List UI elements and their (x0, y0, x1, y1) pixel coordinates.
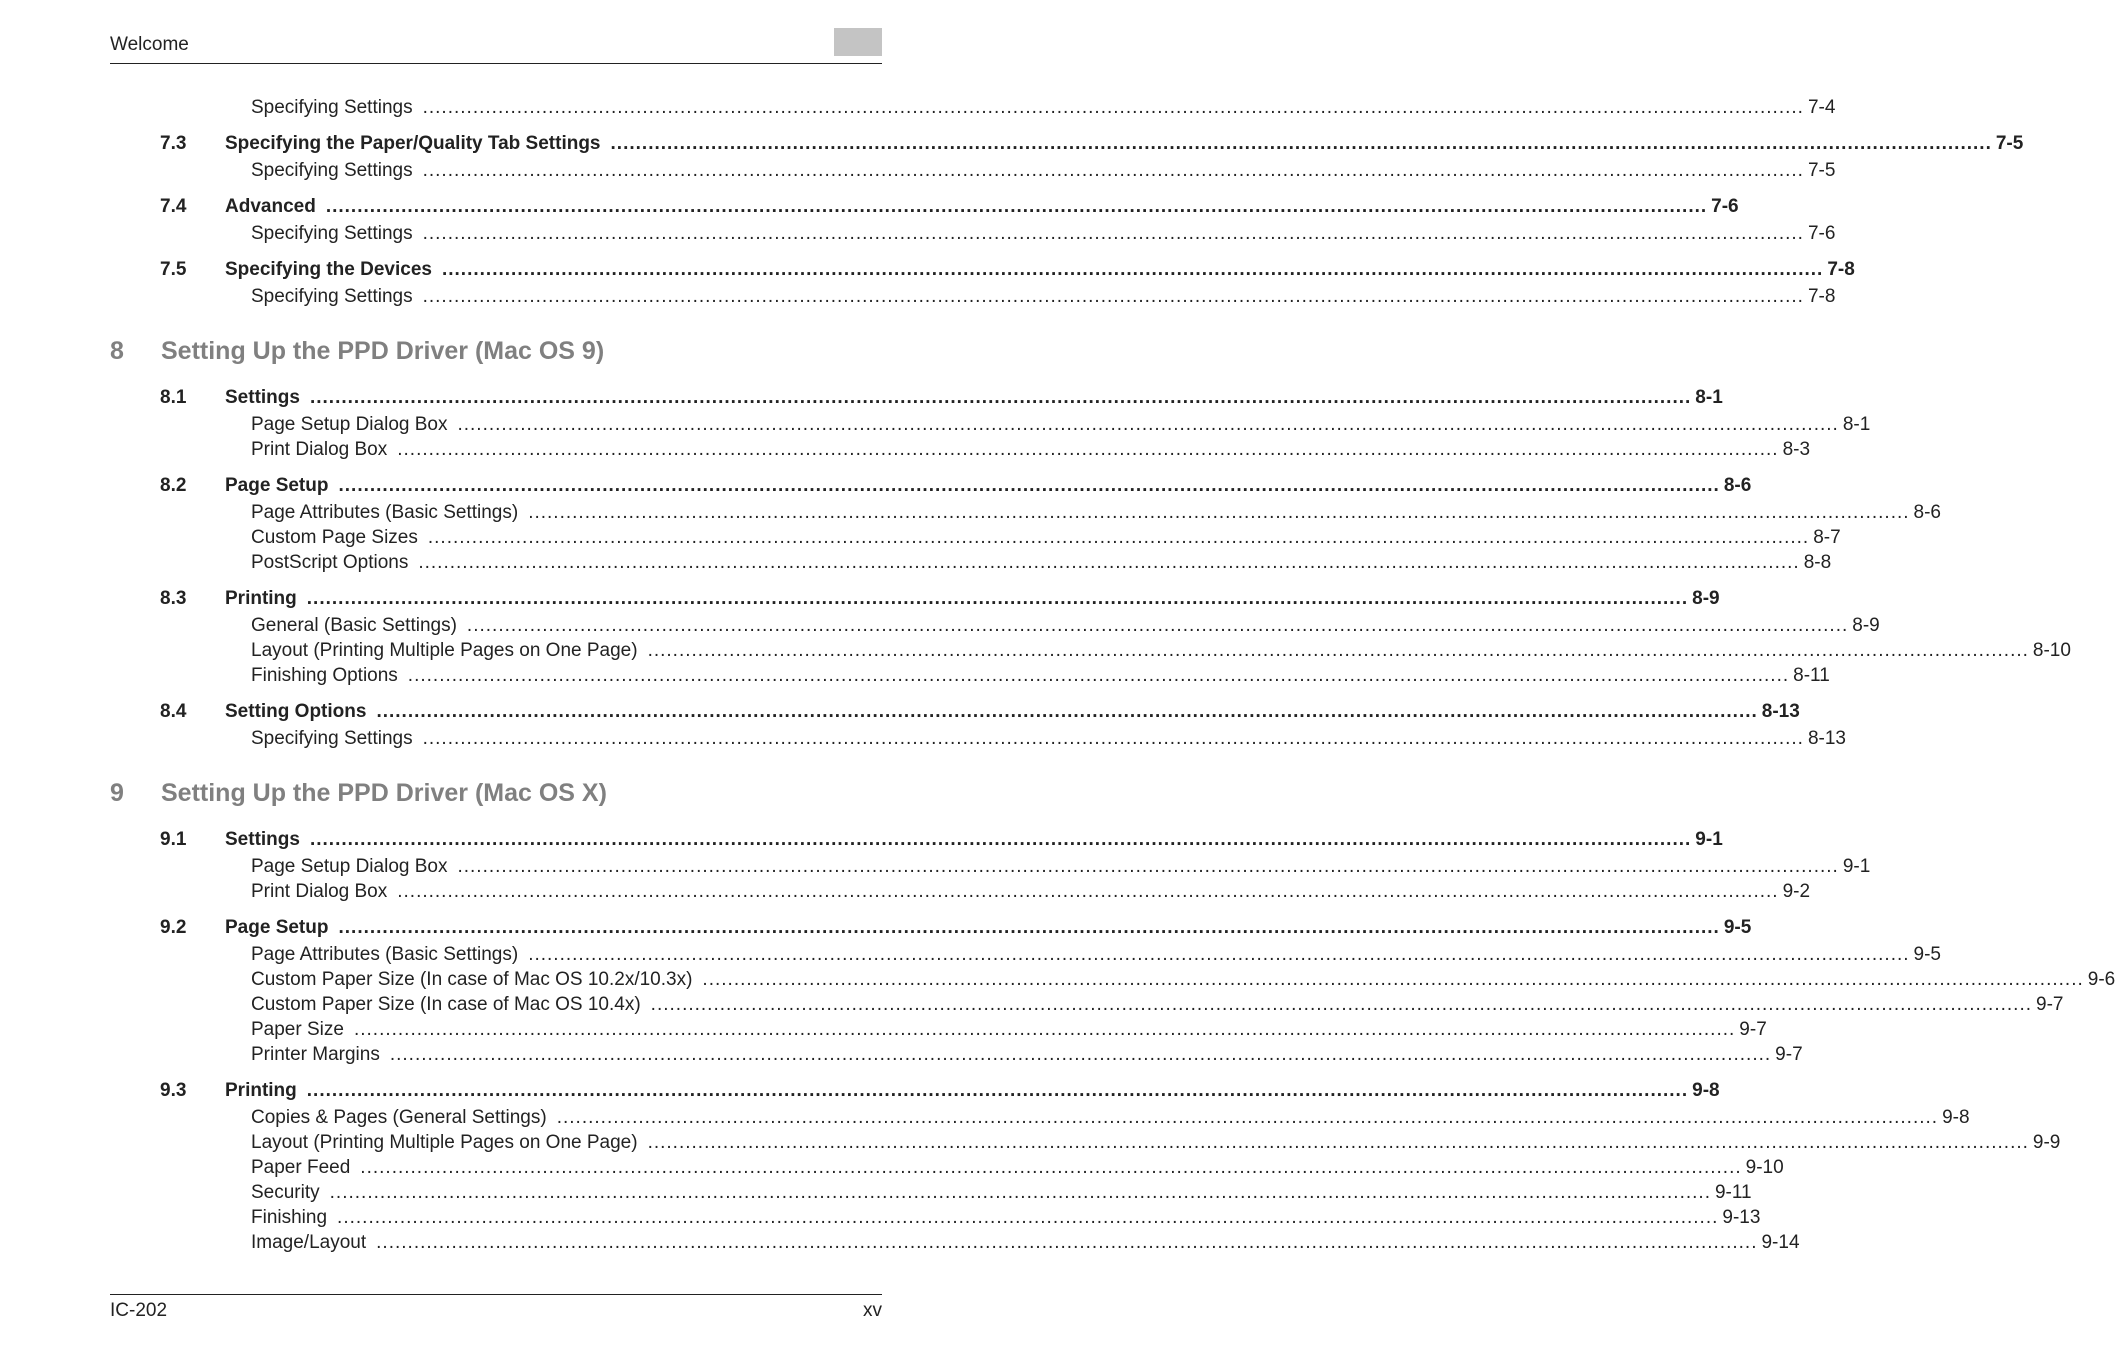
toc-page-number: 9-14 (1757, 1230, 1799, 1255)
toc-dot-leader: ............................................................................................................................................................................................................................ (556, 1107, 1939, 1128)
toc-entry-title: Settings (225, 827, 310, 852)
toc-entry-title: Print Dialog Box (251, 437, 397, 462)
toc-section-row[interactable] (110, 699, 1800, 724)
toc-dot-leader: ............................................................................................................................................................................................................................ (407, 665, 1790, 686)
toc-entry-title: Specifying the Paper/Quality Tab Settings (225, 131, 611, 156)
toc-entry-title: Page Setup (225, 473, 338, 498)
toc-dot-leader: ............................................................................................................................................................................................................................ (610, 133, 1992, 154)
toc-entry-title: Specifying Settings (251, 221, 423, 246)
chapter-heading (110, 337, 882, 371)
toc-page-number: 9-7 (1735, 1017, 1766, 1042)
toc-dot-leader: ............................................................................................................................................................................................................................ (427, 527, 1810, 548)
toc-page-number: 9-11 (1711, 1180, 1752, 1205)
toc-subsection-row[interactable] (110, 854, 1871, 879)
toc-dot-leader: ............................................................................................................................................................................................................................ (422, 160, 1804, 181)
toc-subsection-row[interactable] (110, 95, 1836, 120)
toc-subsection-row[interactable] (110, 412, 1871, 437)
toc-dot-leader: ............................................................................................................................................................................................................................ (338, 475, 1720, 496)
toc-entry-title: Custom Paper Size (In case of Mac OS 10.4x) (251, 992, 651, 1017)
toc-entry-title: Page Setup Dialog Box (251, 854, 457, 879)
toc-subsection-row[interactable] (110, 1130, 2061, 1155)
toc-page-number: 8-6 (1910, 500, 1941, 525)
toc-entry-title: Custom Page Sizes (251, 525, 428, 550)
toc-subsection-row[interactable] (110, 1105, 1970, 1130)
toc-page-number: 9-10 (1742, 1155, 1784, 1180)
toc-section-row[interactable] (110, 194, 1739, 219)
toc-dot-leader: ............................................................................................................................................................................................................................ (306, 588, 1689, 609)
toc-page-number: 9-13 (1718, 1205, 1760, 1230)
toc-page-number: 9-8 (1688, 1078, 1719, 1103)
toc-subsection-row[interactable] (110, 942, 1941, 967)
toc-entry-title: Settings (225, 385, 310, 410)
toc-section-row[interactable] (110, 827, 1723, 852)
table-of-contents (110, 95, 2115, 1255)
page-footer (110, 1294, 882, 1325)
toc-entry-title: Specifying Settings (251, 284, 423, 309)
toc-subsection-row[interactable] (110, 613, 1880, 638)
toc-section-row[interactable] (110, 257, 1855, 282)
toc-dot-leader: ............................................................................................................................................................................................................................ (337, 1207, 1719, 1228)
toc-entry-title: Paper Size (251, 1017, 354, 1042)
toc-entry-title: Image/Layout (251, 1230, 376, 1255)
toc-dot-leader: ............................................................................................................................................................................................................................ (650, 994, 2033, 1015)
toc-entry-title: Page Setup Dialog Box (251, 412, 457, 437)
toc-dot-leader: ............................................................................................................................................................................................................................ (528, 944, 1910, 965)
toc-subsection-row[interactable] (110, 663, 1830, 688)
toc-section-number: 8.4 (160, 701, 187, 722)
toc-subsection-row[interactable] (110, 525, 1841, 550)
toc-dot-leader: ............................................................................................................................................................................................................................ (376, 1232, 1758, 1253)
toc-section-number: 9.2 (160, 917, 187, 938)
chapter-title: Setting Up the PPD Driver (Mac OS X) (161, 779, 607, 807)
toc-subsection-row[interactable] (110, 158, 1836, 183)
toc-entry-title: Page Attributes (Basic Settings) (251, 500, 528, 525)
toc-section-row[interactable] (110, 473, 1752, 498)
toc-section-row[interactable] (110, 131, 2024, 156)
toc-page-number: 8-9 (1688, 586, 1719, 611)
toc-page-number: 8-1 (1691, 385, 1722, 410)
toc-section-number: 8.1 (160, 387, 187, 408)
toc-dot-leader: ............................................................................................................................................................................................................................ (397, 439, 1779, 460)
toc-dot-leader: ............................................................................................................................................................................................................................ (441, 259, 1824, 280)
toc-dot-leader: ............................................................................................................................................................................................................................ (376, 701, 1758, 722)
toc-subsection-row[interactable] (110, 967, 2115, 992)
toc-section-row[interactable] (110, 915, 1752, 940)
toc-page-number: 7-5 (1992, 131, 2023, 156)
toc-entry-title: Printing (225, 1078, 307, 1103)
toc-subsection-row[interactable] (110, 550, 1832, 575)
toc-page-number: 8-13 (1804, 726, 1846, 751)
toc-entry-title: Printing (225, 586, 307, 611)
toc-page-number: 7-8 (1804, 284, 1835, 309)
toc-section-number: 9.1 (160, 829, 187, 850)
footer-document-id: IC-202 (110, 1300, 168, 1321)
toc-page-number: 7-4 (1804, 95, 1835, 120)
toc-entry-title: Print Dialog Box (251, 879, 397, 904)
chapter-heading (110, 779, 882, 813)
toc-page-number: 8-3 (1779, 437, 1810, 462)
toc-entry-title: Custom Paper Size (In case of Mac OS 10.2x/10.3x) (251, 967, 702, 992)
footer-page-number: xv (863, 1300, 882, 1321)
toc-subsection-row[interactable] (110, 1180, 1752, 1205)
toc-section-row[interactable] (110, 385, 1723, 410)
toc-entry-title: Specifying Settings (251, 95, 423, 120)
toc-section-number: 7.5 (160, 259, 187, 280)
toc-page-number: 9-8 (1938, 1105, 1969, 1130)
toc-dot-leader: ............................................................................................................................................................................................................................ (397, 881, 1779, 902)
toc-subsection-row[interactable] (110, 726, 1846, 751)
chapter-number: 8 (110, 337, 124, 365)
toc-dot-leader: ............................................................................................................................................................................................................................ (457, 856, 1839, 877)
toc-page-number: 9-2 (1779, 879, 1810, 904)
toc-page-number: 9-7 (2032, 992, 2063, 1017)
toc-dot-leader: ............................................................................................................................................................................................................................ (325, 196, 1708, 217)
toc-entry-title: Security (251, 1180, 330, 1205)
header-title: Welcome (110, 34, 189, 55)
toc-page-number: 9-6 (2084, 967, 2115, 992)
page-header (110, 33, 882, 64)
toc-entry-title: Specifying Settings (251, 158, 423, 183)
toc-page-number: 9-9 (2029, 1130, 2060, 1155)
toc-page-number: 9-1 (1839, 854, 1870, 879)
toc-entry-title: General (Basic Settings) (251, 613, 467, 638)
toc-entry-title: Layout (Printing Multiple Pages on One Page) (251, 638, 648, 663)
toc-dot-leader: ............................................................................................................................................................................................................................ (389, 1044, 1772, 1065)
toc-dot-leader: ............................................................................................................................................................................................................................ (338, 917, 1720, 938)
toc-entry-title: Advanced (225, 194, 326, 219)
toc-dot-leader: ............................................................................................................................................................................................................................ (422, 97, 1804, 118)
toc-section-row[interactable] (110, 1078, 1720, 1103)
toc-entry-title: Layout (Printing Multiple Pages on One Page) (251, 1130, 648, 1155)
chapter-title: Setting Up the PPD Driver (Mac OS 9) (161, 337, 605, 365)
toc-page-number: 8-10 (2029, 638, 2071, 663)
toc-entry-title: Finishing Options (251, 663, 408, 688)
toc-dot-leader: ............................................................................................................................................................................................................................ (422, 223, 1804, 244)
toc-entry-title: Page Attributes (Basic Settings) (251, 942, 528, 967)
toc-dot-leader: ............................................................................................................................................................................................................................ (422, 728, 1804, 749)
toc-section-number: 8.2 (160, 475, 187, 496)
toc-section-number: 8.3 (160, 588, 187, 609)
toc-dot-leader: ............................................................................................................................................................................................................................ (309, 387, 1692, 408)
toc-dot-leader: ............................................................................................................................................................................................................................ (418, 552, 1800, 573)
toc-page-number: 8-9 (1848, 613, 1879, 638)
toc-subsection-row[interactable] (110, 879, 1811, 904)
toc-subsection-row[interactable] (110, 1230, 1800, 1255)
toc-page-number: 8-7 (1809, 525, 1840, 550)
toc-dot-leader: ............................................................................................................................................................................................................................ (329, 1182, 1711, 1203)
toc-entry-title: Setting Options (225, 699, 376, 724)
toc-subsection-row[interactable] (110, 638, 2071, 663)
toc-subsection-row[interactable] (110, 1155, 1784, 1180)
toc-subsection-row[interactable] (110, 221, 1836, 246)
toc-section-number: 7.3 (160, 133, 187, 154)
toc-entry-title: Printer Margins (251, 1042, 390, 1067)
toc-dot-leader: ............................................................................................................................................................................................................................ (306, 1080, 1689, 1101)
toc-entry-title: Specifying Settings (251, 726, 423, 751)
toc-entry-title: Specifying the Devices (225, 257, 442, 282)
toc-subsection-row[interactable] (110, 500, 1941, 525)
toc-dot-leader: ............................................................................................................................................................................................................................ (466, 615, 1849, 636)
chapter-number: 9 (110, 779, 124, 807)
toc-dot-leader: ............................................................................................................................................................................................................................ (528, 502, 1910, 523)
toc-dot-leader: ............................................................................................................................................................................................................................ (422, 286, 1804, 307)
toc-entry-title: Finishing (251, 1205, 337, 1230)
toc-page-number: 8-6 (1720, 473, 1751, 498)
toc-subsection-row[interactable] (110, 284, 1836, 309)
toc-dot-leader: ............................................................................................................................................................................................................................ (702, 969, 2084, 990)
toc-page-number: 9-5 (1720, 915, 1751, 940)
toc-page-number: 9-5 (1910, 942, 1941, 967)
toc-section-row[interactable] (110, 586, 1720, 611)
toc-dot-leader: ............................................................................................................................................................................................................................ (647, 1132, 2029, 1153)
toc-subsection-row[interactable] (110, 1017, 1767, 1042)
toc-subsection-row[interactable] (110, 1042, 1803, 1067)
toc-dot-leader: ............................................................................................................................................................................................................................ (309, 829, 1692, 850)
toc-page-number: 9-7 (1771, 1042, 1802, 1067)
toc-dot-leader: ............................................................................................................................................................................................................................ (457, 414, 1839, 435)
toc-dot-leader: ............................................................................................................................................................................................................................ (353, 1019, 1736, 1040)
header-tab-marker (834, 28, 882, 56)
toc-page-number: 9-1 (1691, 827, 1722, 852)
toc-entry-title: Paper Feed (251, 1155, 360, 1180)
toc-entry-title: PostScript Options (251, 550, 418, 575)
toc-subsection-row[interactable] (110, 437, 1811, 462)
toc-page-number: 8-13 (1758, 699, 1800, 724)
toc-page-number: 7-5 (1804, 158, 1835, 183)
toc-page-number: 8-11 (1789, 663, 1830, 688)
toc-page-number: 7-8 (1823, 257, 1854, 282)
toc-section-number: 7.4 (160, 196, 187, 217)
toc-subsection-row[interactable] (110, 992, 2064, 1017)
toc-entry-title: Page Setup (225, 915, 338, 940)
toc-dot-leader: ............................................................................................................................................................................................................................ (647, 640, 2029, 661)
toc-entry-title: Copies & Pages (General Settings) (251, 1105, 557, 1130)
toc-dot-leader: ............................................................................................................................................................................................................................ (360, 1157, 1742, 1178)
toc-subsection-row[interactable] (110, 1205, 1761, 1230)
toc-page-number: 7-6 (1804, 221, 1835, 246)
toc-page-number: 7-6 (1707, 194, 1738, 219)
toc-section-number: 9.3 (160, 1080, 187, 1101)
toc-page-number: 8-1 (1839, 412, 1870, 437)
toc-page-number: 8-8 (1800, 550, 1831, 575)
